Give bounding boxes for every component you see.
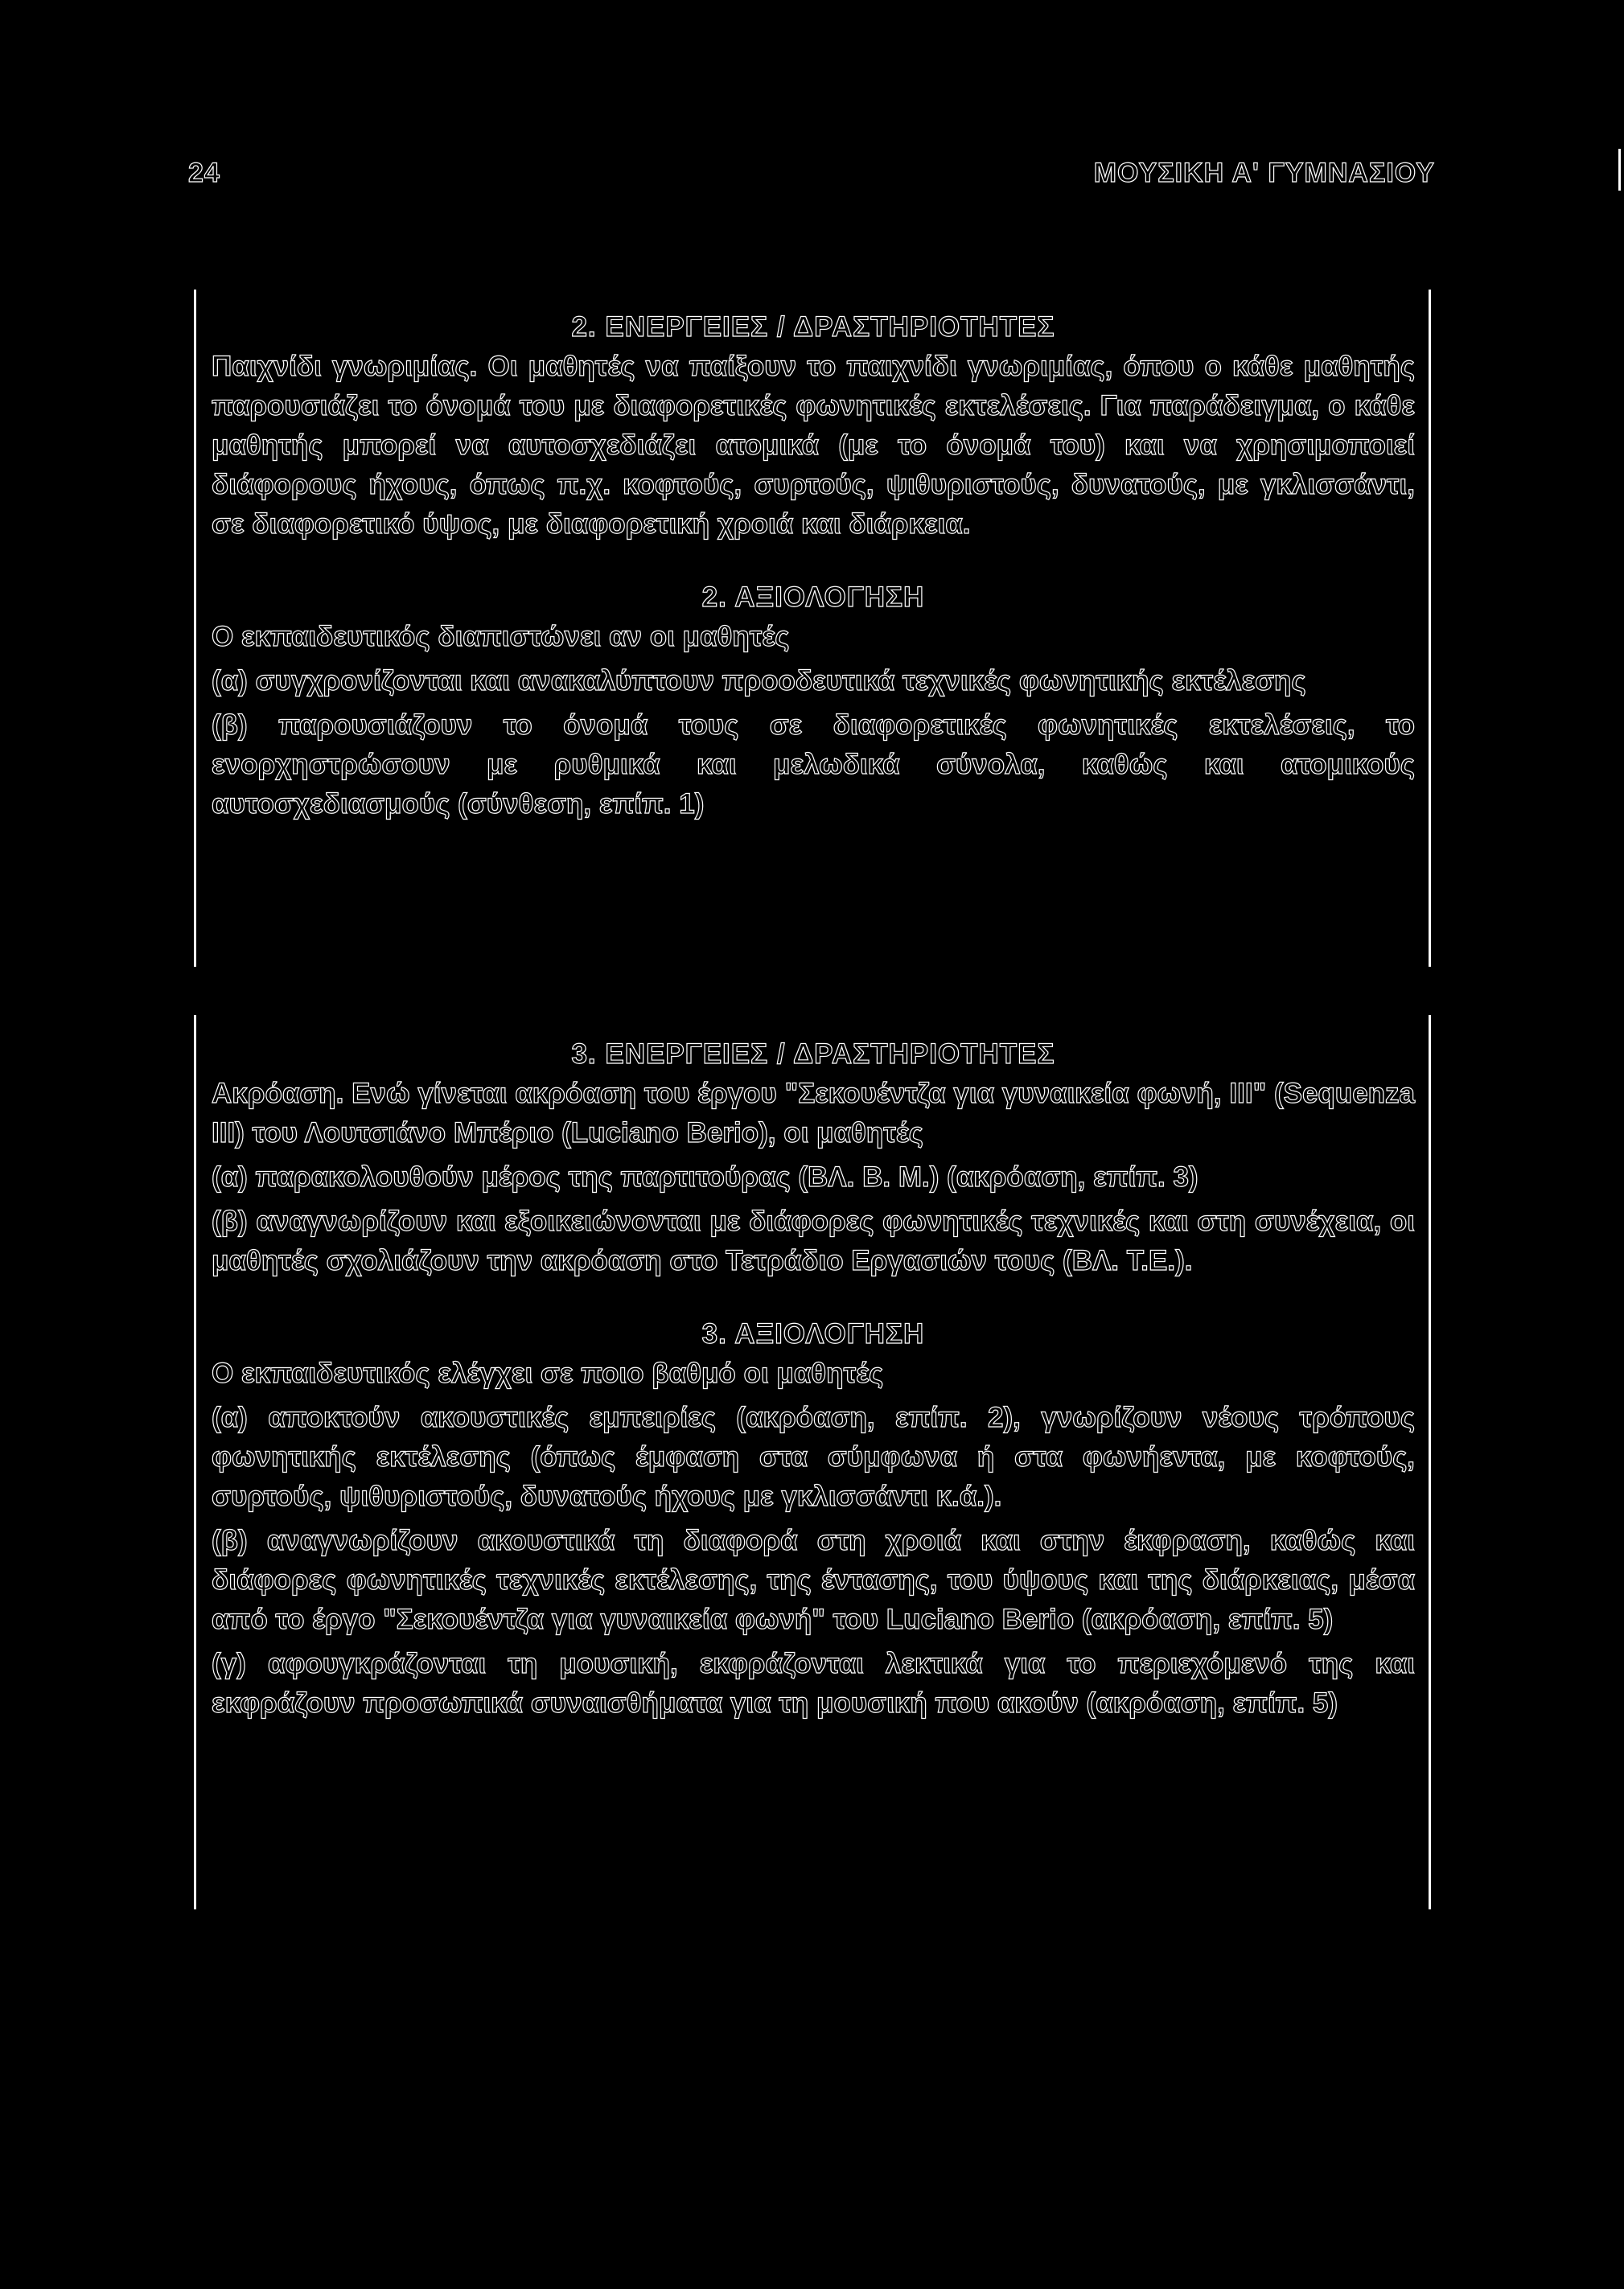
left-rule — [194, 290, 196, 967]
assessment-item-a-3: (α) αποκτούν ακουστικές εμπειρίες (ακρόαση, επίπ. 2), γνωρίζουν νέους τρόπους φωνητικής εκτέλεσης (όπως έμφαση στα σύμφωνα ή στα φωνήεντα, με κοφτούς, συρτούς, ψιθυριστούς, δυνατούς ήχους με γκλισσάντι κ.ά.). — [212, 1402, 1415, 1512]
section-2-activities-assessment — [194, 290, 1431, 967]
running-title: ΜΟΥΣΙΚΗ Α' ΓΥΜΝΑΣΙΟΥ — [1093, 158, 1435, 188]
assessment-block-3 — [194, 1314, 1431, 1723]
activities-item-b-3: (β) αναγνωρίζουν και εξοικειώνονται με διάφορες φωνητικές τεχνικές και στη συνέχεια, οι μαθητές σχολιάζουν την ακρόαση στο Τετράδιο Εργασιών τους (ΒΛ. Τ.Ε.). — [212, 1206, 1415, 1276]
page-header — [188, 158, 1435, 198]
left-rule — [194, 1015, 196, 1909]
activities-title-3: 3. ΕΝΕΡΓΕΙΕΣ / ΔΡΑΣΤΗΡΙΟΤΗΤΕΣ — [571, 1038, 1055, 1070]
assessment-item-b-2: (β) παρουσιάζουν το όνομά τους σε διαφορετικές φωνητικές εκτελέσεις, το ενορχηστρώσουν με ρυθμικά και μελωδικά σύνολα, καθώς και ατομικούς αυτοσχεδιασμούς (σύνθεση, επίπ. 1) — [212, 709, 1415, 820]
section-3-activities-assessment — [194, 1015, 1431, 1909]
activities-text-2: Παιχνίδι γνωριμίας. Οι μαθητές να παίξουν το παιχνίδι γνωριμίας, όπου ο κάθε μαθητής παρουσιάζει το όνομά του με διαφορετικές φωνητικές εκτελέσεις. Για παράδειγμα, ο κάθε μαθητής μπορεί να αυτοσχεδιάζει ατομικά (με το όνομά του) και να χρησιμοποιεί διάφορους ήχους, όπως π.χ. κοφτούς, συρτούς, ψιθυριστούς, δυνατούς, με γκλισσάντι, σε διαφορετικό ύψος, με διαφορετική χροιά και διάρκεια. — [212, 351, 1415, 540]
assessment-intro-2: Ο εκπαιδευτικός διαπιστώνει αν οι μαθητές — [212, 621, 790, 652]
right-rule — [1429, 290, 1431, 967]
assessment-title-3: 3. ΑΞΙΟΛΟΓΗΣΗ — [701, 1318, 925, 1350]
activities-text-3: Ακρόαση. Ενώ γίνεται ακρόαση του έργου "Σεκουέντζα για γυναικεία φωνή, ΙΙΙ" (Sequenza III) του Λουτσιάνο Μπέριο (Luciano Berio), οι μαθητές — [212, 1078, 1415, 1149]
right-rule — [1429, 1015, 1431, 1909]
activities-block-3 — [194, 1015, 1431, 1280]
activities-title-2: 2. ΕΝΕΡΓΕΙΕΣ / ΔΡΑΣΤΗΡΙΟΤΗΤΕΣ — [571, 311, 1055, 343]
assessment-intro-3: Ο εκπαιδευτικός ελέγχει σε ποιο βαθμό οι μαθητές — [212, 1358, 884, 1389]
assessment-item-a-2: (α) συγχρονίζονται και ανακαλύπτουν προοδευτικά τεχνικές φωνητικής εκτέλεσης — [212, 665, 1306, 697]
block-separator — [194, 1285, 1431, 1314]
assessment-title-2: 2. ΑΞΙΟΛΟΓΗΣΗ — [701, 581, 925, 613]
page-number: 24 — [188, 158, 220, 188]
assessment-block-2 — [194, 577, 1431, 824]
assessment-item-c-3: (γ) αφουγκράζονται τη μουσική, εκφράζονται λεκτικά για το περιεχόμενό της και εκφράζουν προσωπικά συναισθήματα για τη μουσική που ακούν (ακρόαση, επίπ. 5) — [212, 1648, 1415, 1719]
block-separator — [194, 549, 1431, 577]
assessment-item-b-3: (β) αναγνωρίζουν ακουστικά τη διαφορά στη χροιά και στην έκφραση, καθώς και διάφορες φωνητικές τεχνικές εκτέλεσης, της έντασης, του ύψους και της διάρκειας, μέσα από το έργο "Σεκουέντζα για γυναικεία φωνή" του Luciano Berio (ακρόαση, επίπ. 5) — [212, 1525, 1415, 1635]
activities-item-a-3: (α) παρακολουθούν μέρος της παρτιτούρας (ΒΛ. Β. Μ.) (ακρόαση, επίπ. 3) — [212, 1161, 1198, 1193]
activities-block-2 — [194, 290, 1431, 544]
page-edge-line — [1618, 149, 1621, 191]
